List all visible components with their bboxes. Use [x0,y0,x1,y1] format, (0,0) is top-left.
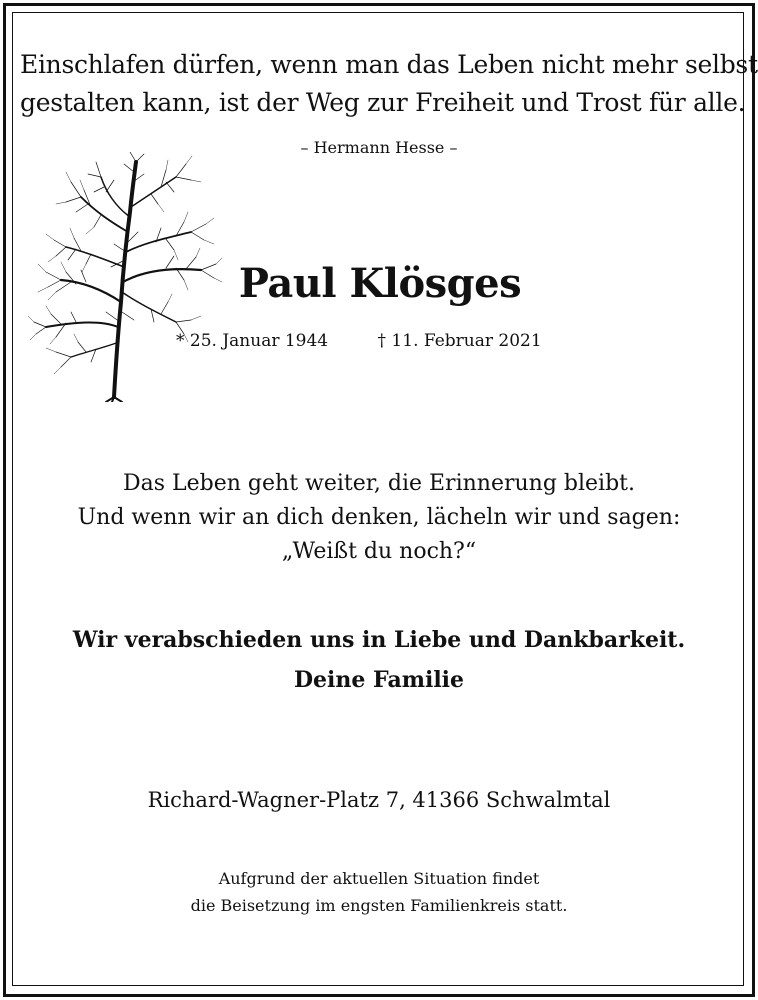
quote-author: – Hermann Hesse – [300,138,458,157]
quote-line-1: Einschlafen dürfen, wenn man das Leben nicht mehr selbst [20,50,758,79]
burial-note-line-1: Aufgrund der aktuellen Situation findet [218,869,540,888]
hesse-quote [20,46,758,122]
farewell-message [0,620,758,700]
poem-line-2: Und wenn wir an dich denken, lächeln wir und sagen: [77,505,681,530]
family-address: Richard-Wagner-Platz 7, 41366 Schwalmtal [147,788,611,812]
poem-verse [0,467,758,569]
burial-note-line-2: die Beisetzung im engsten Familienkreis statt. [190,896,568,915]
quote-line-2: gestalten kann, ist der Weg zur Freiheit und Trost für alle. [20,88,746,117]
poem-line-1: Das Leben geht weiter, die Erinnerung bleibt. [123,471,635,496]
life-dates [176,331,542,351]
birth-date: * 25. Januar 1944 [176,331,329,351]
bare-tree-icon [26,152,226,402]
burial-note [0,865,758,919]
death-date: † 11. Februar 2021 [377,331,542,351]
farewell-signature: Deine Familie [293,667,465,693]
deceased-name: Paul Klösges [238,260,522,307]
farewell-line-1: Wir verabschieden uns in Liebe und Dankbarkeit. [72,627,686,653]
poem-line-3: „Weißt du noch?“ [281,539,477,564]
